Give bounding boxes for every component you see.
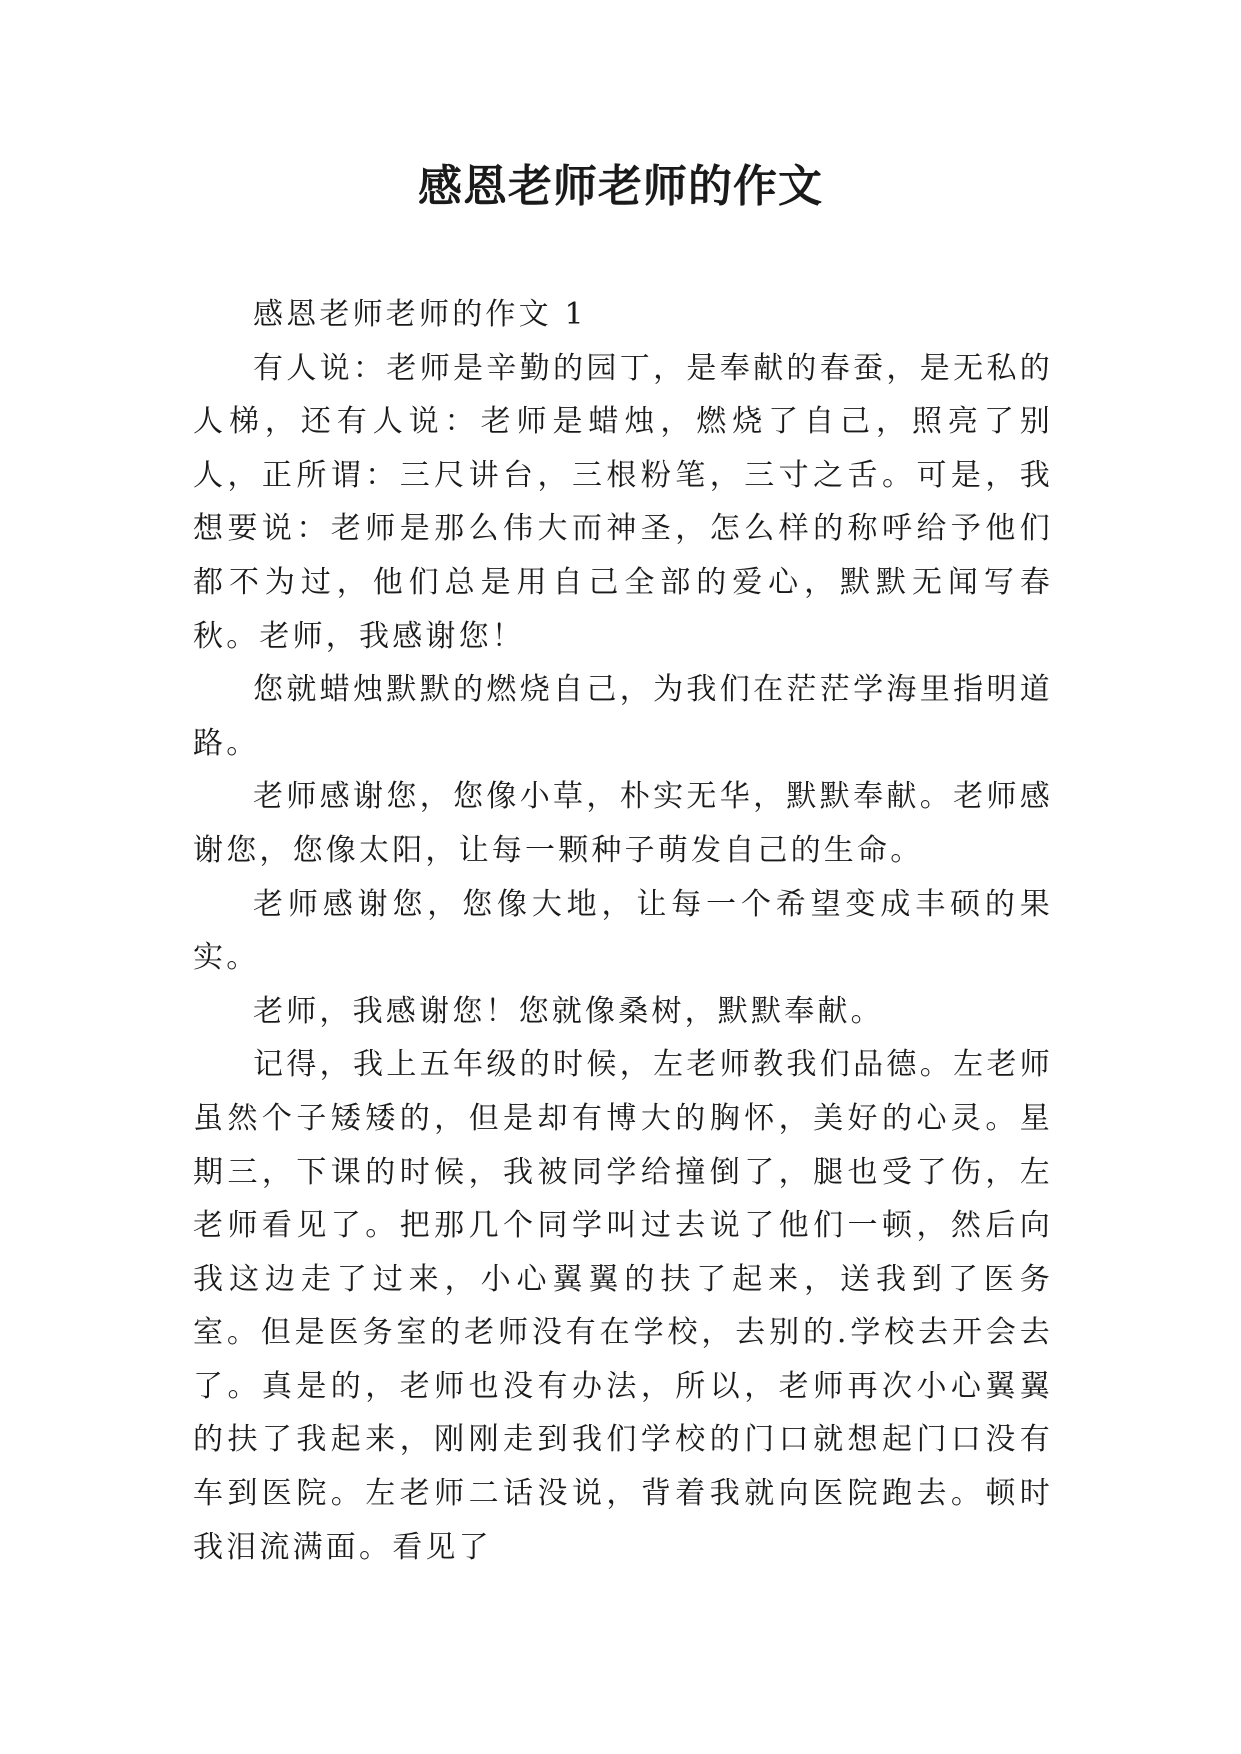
paragraph: 老师感谢您，您像小草，朴实无华，默默奉献。老师感谢您，您像太阳，让每一颗种子萌发自己的生命。 [193, 779, 1053, 868]
paragraph: 老师，我感谢您！您就像桑树，默默奉献。 [253, 993, 884, 1029]
paragraph: 老师感谢您，您像大地，让每一个希望变成丰硕的果实。 [193, 886, 1053, 976]
document-body [193, 288, 1053, 1574]
paragraph: 您就蜡烛默默的燃烧自己，为我们在茫茫学海里指明道路。 [193, 672, 1053, 761]
paragraph: 有人说：老师是辛勤的园丁，是奉献的春蚕，是无私的人梯，还有人说：老师是蜡烛，燃烧了自己，照亮了别人，正所谓：三尺讲台，三根粉笔，三寸之舌。可是，我想要说：老师是那么伟大而神圣，怎么样的称呼给予他们都不为过，他们总是用自己全部的爱心，默默无闻写春秋。老师，我感谢您！ [193, 350, 1053, 654]
document-title: 感恩老师老师的作文 [418, 161, 823, 212]
paragraph: 感恩老师老师的作文 1 [253, 297, 587, 332]
paragraph: 记得，我上五年级的时候，左老师教我们品德。左老师虽然个子矮矮的，但是却有博大的胸怀，美好的心灵。星期三，下课的时候，我被同学给撞倒了，腿也受了伤，左老师看见了。把那几个同学叫过去说了他们一顿，然后向我这边走了过来，小心翼翼的扶了起来，送我到了医务室。但是医务室的老师没有在学校，去别的.学校去开会去了。真是的，老师也没有办法，所以，老师再次小心翼翼的扶了我起来，刚刚走到我们学校的门口就想起门口没有车到医院。左老师二话没说，背着我就向医院跑去。顿时我泪流满面。看见了 [193, 1047, 1053, 1565]
